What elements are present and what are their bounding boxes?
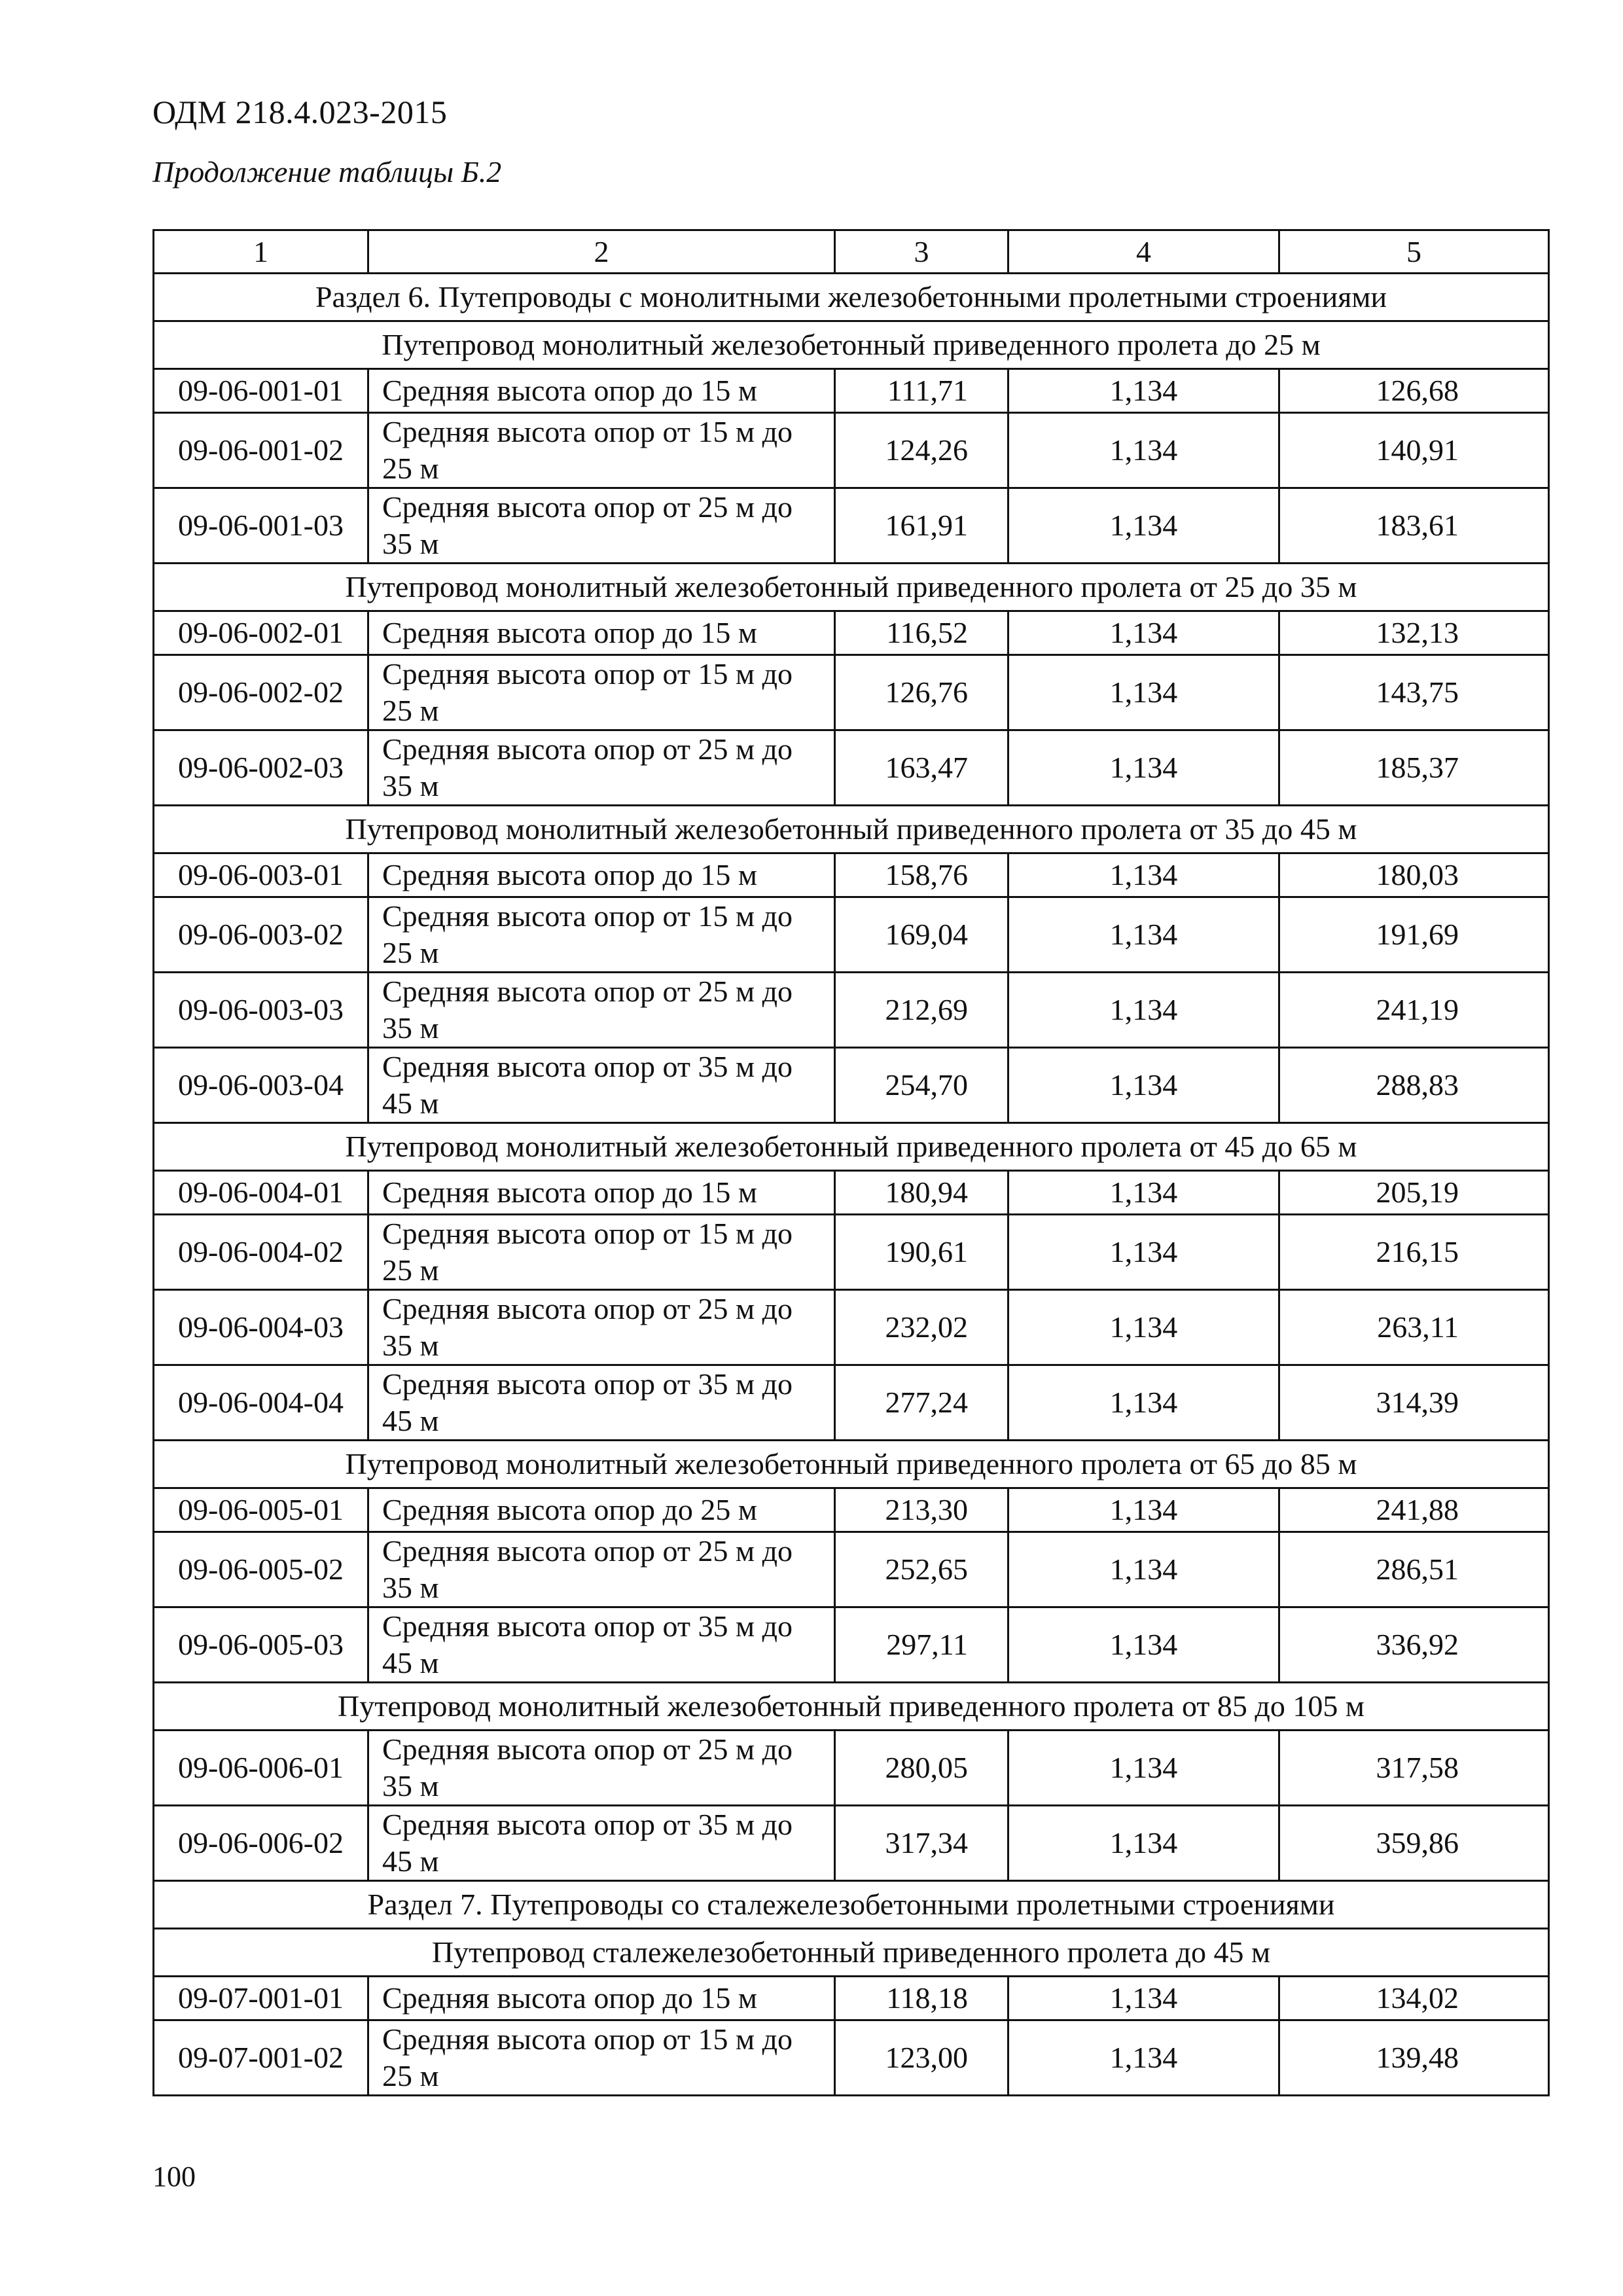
group-title: Путепровод монолитный железобетонный приведенного пролета от 85 до 105 м	[154, 1683, 1549, 1731]
table-row	[154, 1806, 1549, 1881]
page-number: 100	[152, 2161, 196, 2193]
column-header: 2	[368, 230, 835, 274]
rate-description: Средняя высота опор от 25 м до 35 м	[368, 1532, 835, 1607]
value-col4: 1,134	[1008, 1731, 1279, 1806]
group-row	[154, 1683, 1549, 1731]
group-row	[154, 806, 1549, 853]
value-col3: 158,76	[835, 853, 1008, 897]
table-row	[154, 730, 1549, 806]
table-row	[154, 1977, 1549, 2020]
table-row	[154, 488, 1549, 564]
value-col4: 1,134	[1008, 1488, 1279, 1532]
rate-description: Средняя высота опор от 25 м до 35 м	[368, 488, 835, 564]
value-col3: 116,52	[835, 611, 1008, 655]
rate-code: 09-06-005-02	[154, 1532, 368, 1607]
rate-code: 09-06-002-01	[154, 611, 368, 655]
rates-table	[152, 229, 1550, 2096]
rate-code: 09-06-001-02	[154, 413, 368, 488]
rate-code: 09-06-003-04	[154, 1048, 368, 1123]
value-col5: 185,37	[1279, 730, 1549, 806]
value-col4: 1,134	[1008, 1290, 1279, 1365]
value-col3: 111,71	[835, 369, 1008, 413]
rate-code: 09-06-005-03	[154, 1607, 368, 1683]
value-col3: 212,69	[835, 973, 1008, 1048]
value-col5: 286,51	[1279, 1532, 1549, 1607]
value-col4: 1,134	[1008, 897, 1279, 973]
value-col5: 126,68	[1279, 369, 1549, 413]
value-col4: 1,134	[1008, 369, 1279, 413]
column-number-row	[154, 230, 1549, 274]
rate-description: Средняя высота опор от 25 м до 35 м	[368, 1731, 835, 1806]
group-title: Путепровод монолитный железобетонный приведенного пролета от 65 до 85 м	[154, 1441, 1549, 1488]
value-col3: 317,34	[835, 1806, 1008, 1881]
rate-description: Средняя высота опор до 15 м	[368, 611, 835, 655]
table-row	[154, 853, 1549, 897]
table-row	[154, 1215, 1549, 1290]
value-col4: 1,134	[1008, 1215, 1279, 1290]
group-row	[154, 564, 1549, 611]
rate-code: 09-06-006-02	[154, 1806, 368, 1881]
rate-description: Средняя высота опор от 35 м до 45 м	[368, 1048, 835, 1123]
section-title: Раздел 6. Путепроводы с монолитными железобетонными пролетными строениями	[154, 274, 1549, 321]
value-col5: 288,83	[1279, 1048, 1549, 1123]
value-col4: 1,134	[1008, 413, 1279, 488]
column-header: 1	[154, 230, 368, 274]
group-row	[154, 1929, 1549, 1977]
table-row	[154, 1290, 1549, 1365]
value-col3: 123,00	[835, 2020, 1008, 2096]
table-row	[154, 897, 1549, 973]
table-row	[154, 413, 1549, 488]
section-row	[154, 274, 1549, 321]
group-row	[154, 1123, 1549, 1171]
value-col5: 241,88	[1279, 1488, 1549, 1532]
group-title: Путепровод сталежелезобетонный приведенного пролета до 45 м	[154, 1929, 1549, 1977]
table-row	[154, 611, 1549, 655]
value-col3: 252,65	[835, 1532, 1008, 1607]
table-row	[154, 1048, 1549, 1123]
rate-code: 09-06-004-02	[154, 1215, 368, 1290]
rate-description: Средняя высота опор от 35 м до 45 м	[368, 1607, 835, 1683]
rate-code: 09-06-001-01	[154, 369, 368, 413]
table-row	[154, 2020, 1549, 2096]
value-col3: 169,04	[835, 897, 1008, 973]
rate-code: 09-07-001-01	[154, 1977, 368, 2020]
value-col4: 1,134	[1008, 973, 1279, 1048]
rate-description: Средняя высота опор от 35 м до 45 м	[368, 1365, 835, 1441]
rate-description: Средняя высота опор до 15 м	[368, 1977, 835, 2020]
rate-description: Средняя высота опор до 15 м	[368, 1171, 835, 1215]
value-col4: 1,134	[1008, 1977, 1279, 2020]
value-col3: 163,47	[835, 730, 1008, 806]
section-row	[154, 1881, 1549, 1929]
value-col5: 183,61	[1279, 488, 1549, 564]
rate-description: Средняя высота опор от 25 м до 35 м	[368, 730, 835, 806]
value-col3: 297,11	[835, 1607, 1008, 1683]
rate-code: 09-06-003-03	[154, 973, 368, 1048]
value-col4: 1,134	[1008, 1048, 1279, 1123]
value-col5: 143,75	[1279, 655, 1549, 730]
rate-code: 09-06-005-01	[154, 1488, 368, 1532]
value-col3: 213,30	[835, 1488, 1008, 1532]
group-title: Путепровод монолитный железобетонный приведенного пролета от 45 до 65 м	[154, 1123, 1549, 1171]
column-header: 3	[835, 230, 1008, 274]
value-col3: 161,91	[835, 488, 1008, 564]
value-col5: 317,58	[1279, 1731, 1549, 1806]
value-col3: 232,02	[835, 1290, 1008, 1365]
value-col4: 1,134	[1008, 2020, 1279, 2096]
rate-code: 09-06-004-04	[154, 1365, 368, 1441]
value-col5: 140,91	[1279, 413, 1549, 488]
value-col4: 1,134	[1008, 1365, 1279, 1441]
value-col4: 1,134	[1008, 1806, 1279, 1881]
group-title: Путепровод монолитный железобетонный приведенного пролета от 35 до 45 м	[154, 806, 1549, 853]
value-col4: 1,134	[1008, 488, 1279, 564]
table-row	[154, 1488, 1549, 1532]
rate-description: Средняя высота опор до 25 м	[368, 1488, 835, 1532]
table-row	[154, 1365, 1549, 1441]
rate-description: Средняя высота опор от 15 м до 25 м	[368, 2020, 835, 2096]
value-col3: 126,76	[835, 655, 1008, 730]
table-row	[154, 1731, 1549, 1806]
table-row	[154, 655, 1549, 730]
document-code: ОДМ 218.4.023-2015	[152, 94, 448, 130]
rate-code: 09-06-002-03	[154, 730, 368, 806]
table-row	[154, 369, 1549, 413]
table-row	[154, 1532, 1549, 1607]
rate-description: Средняя высота опор от 15 м до 25 м	[368, 413, 835, 488]
group-title: Путепровод монолитный железобетонный приведенного пролета от 25 до 35 м	[154, 564, 1549, 611]
rate-code: 09-06-001-03	[154, 488, 368, 564]
value-col5: 216,15	[1279, 1215, 1549, 1290]
rate-description: Средняя высота опор от 15 м до 25 м	[368, 655, 835, 730]
rate-code: 09-06-004-03	[154, 1290, 368, 1365]
table-row	[154, 1607, 1549, 1683]
value-col5: 205,19	[1279, 1171, 1549, 1215]
group-row	[154, 321, 1549, 369]
value-col3: 254,70	[835, 1048, 1008, 1123]
table-caption: Продолжение таблицы Б.2	[152, 155, 502, 188]
value-col5: 336,92	[1279, 1607, 1549, 1683]
value-col5: 314,39	[1279, 1365, 1549, 1441]
rate-code: 09-06-006-01	[154, 1731, 368, 1806]
value-col3: 124,26	[835, 413, 1008, 488]
table-row	[154, 1171, 1549, 1215]
value-col4: 1,134	[1008, 853, 1279, 897]
value-col5: 241,19	[1279, 973, 1549, 1048]
rate-description: Средняя высота опор от 35 м до 45 м	[368, 1806, 835, 1881]
value-col4: 1,134	[1008, 611, 1279, 655]
rate-description: Средняя высота опор от 15 м до 25 м	[368, 897, 835, 973]
rate-description: Средняя высота опор до 15 м	[368, 369, 835, 413]
rate-code: 09-06-004-01	[154, 1171, 368, 1215]
group-title: Путепровод монолитный железобетонный приведенного пролета до 25 м	[154, 321, 1549, 369]
rate-code: 09-06-003-01	[154, 853, 368, 897]
table-row	[154, 973, 1549, 1048]
value-col3: 277,24	[835, 1365, 1008, 1441]
rate-description: Средняя высота опор до 15 м	[368, 853, 835, 897]
rate-description: Средняя высота опор от 25 м до 35 м	[368, 973, 835, 1048]
value-col4: 1,134	[1008, 1532, 1279, 1607]
value-col3: 180,94	[835, 1171, 1008, 1215]
value-col3: 280,05	[835, 1731, 1008, 1806]
section-title: Раздел 7. Путепроводы со сталежелезобетонными пролетными строениями	[154, 1881, 1549, 1929]
value-col5: 191,69	[1279, 897, 1549, 973]
rate-code: 09-07-001-02	[154, 2020, 368, 2096]
value-col5: 263,11	[1279, 1290, 1549, 1365]
column-header: 5	[1279, 230, 1549, 274]
value-col4: 1,134	[1008, 1171, 1279, 1215]
value-col3: 190,61	[835, 1215, 1008, 1290]
value-col3: 118,18	[835, 1977, 1008, 2020]
rate-description: Средняя высота опор от 15 м до 25 м	[368, 1215, 835, 1290]
rate-description: Средняя высота опор от 25 м до 35 м	[368, 1290, 835, 1365]
column-header: 4	[1008, 230, 1279, 274]
rate-code: 09-06-002-02	[154, 655, 368, 730]
value-col5: 359,86	[1279, 1806, 1549, 1881]
value-col5: 180,03	[1279, 853, 1549, 897]
value-col5: 139,48	[1279, 2020, 1549, 2096]
value-col4: 1,134	[1008, 730, 1279, 806]
rate-code: 09-06-003-02	[154, 897, 368, 973]
value-col4: 1,134	[1008, 655, 1279, 730]
value-col5: 134,02	[1279, 1977, 1549, 2020]
value-col5: 132,13	[1279, 611, 1549, 655]
value-col4: 1,134	[1008, 1607, 1279, 1683]
group-row	[154, 1441, 1549, 1488]
